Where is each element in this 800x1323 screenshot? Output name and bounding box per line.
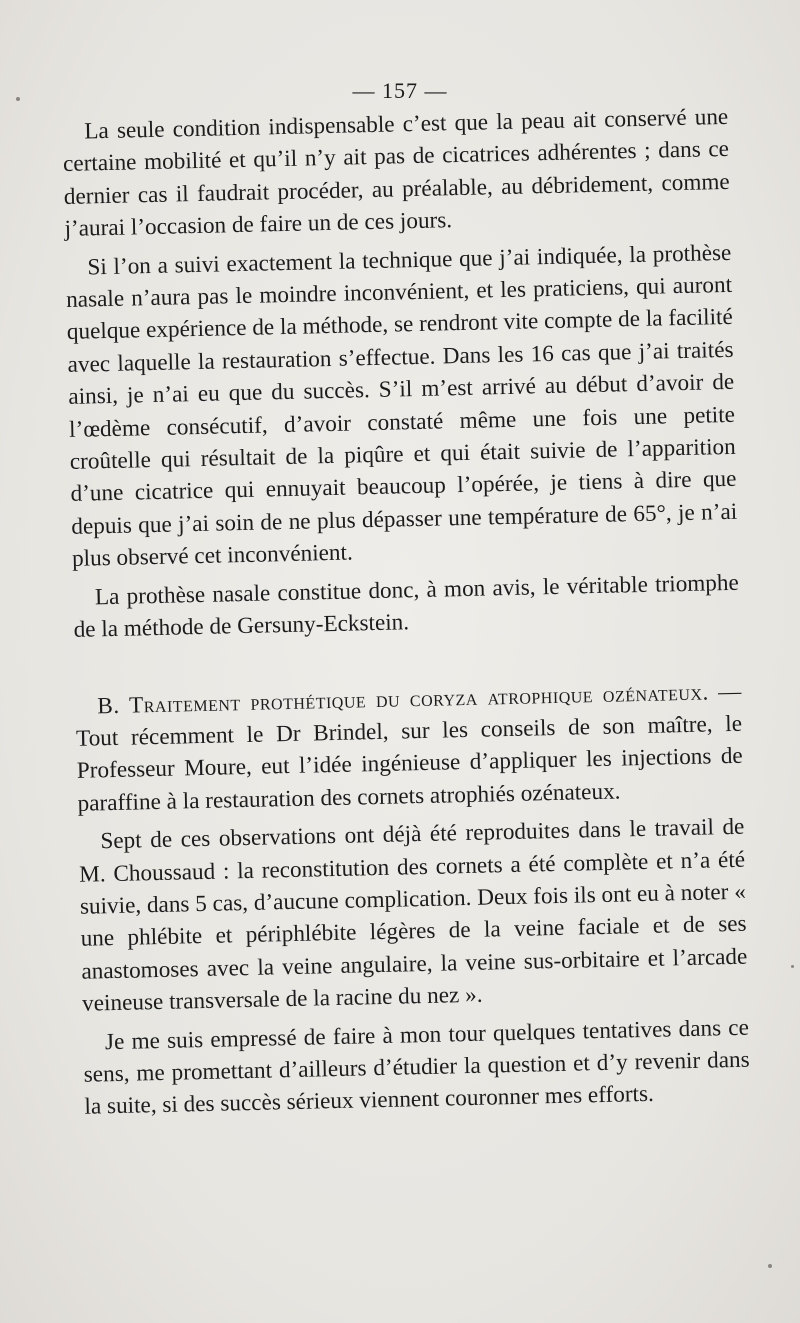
paper-speck — [16, 97, 20, 101]
paper-speck — [791, 965, 794, 968]
section-b-text: — Tout récemment le Dr Brindel, sur les conseils de son maître, le Professeur Moure, eut l’idée ingénieuse d’appliquer les injections de paraffine à la restauration des cornets atrophiés ozénateux. — [75, 678, 743, 817]
page-number: — 157 — — [352, 78, 448, 103]
paragraph-6: Je me suis empressé de faire à mon tour quelques tentatives dans ce sens, me promettant d’ailleurs d’étudier la question et d’y revenir dans la suite, si des succès sérieux viennent couronner mes efforts. — [83, 1014, 750, 1121]
paragraph-2: Si l’on a suivi exactement la technique que j’ai indiquée, la prothèse nasale n’aura pas le moindre inconvénient, et les praticiens, qui auront quelque expérience de la méthode, se rendront vite compte de la facilité avec laquelle la restauration s’effectue. Dans les 16 cas que j’ai traités ainsi, je n’ai eu que du succès. S’il m’est arrivé au début d’avoir de l’œdème consécutif, d’avoir constaté même une fois une petite croûtelle qui résultait de la piqûre et qui était suivie de l’apparition d’une cicatrice qui ennuyait beaucoup l’opérée, je tiens à dire que depuis que j’ai soin de ne plus dépasser une température de 65°, je n’ai plus observé cet inconvénient. — [65, 239, 738, 573]
paper-speck — [768, 1264, 772, 1268]
paragraph-1: La seule condition indispensable c’est que la peau ait conservé une certaine mobilité et qu’il n’y ait pas de cicatrices adhérentes ; dans ce dernier cas il faudrait procéder, au préalable, au débridement, comme j’aurai l’occasion de faire un de ces jours. — [62, 103, 730, 243]
body-text — [62, 101, 751, 1124]
paragraph-3: La prothèse nasale constitue donc, à mon avis, le véritable triomphe de la méthode de Gersuny-Eckstein. — [73, 569, 740, 643]
section-b-paragraph — [75, 675, 744, 820]
section-b-heading: B. Traitement prothétique du coryza atrophique ozénateux. — [97, 678, 710, 719]
paragraph-5: Sept de ces observations ont déjà été reproduites dans le travail de M. Choussaud : la reconstitution des cornets a été complète et n’a été suivie, dans 5 cas, d’aucune complication. Deux fois ils ont eu à noter « une phlébite et périphlébite légères de la veine faciale et de ses anastomoses avec la veine angulaire, la veine sus-orbitaire et l’arcade veineuse transversale de la racine du nez ». — [78, 813, 748, 1017]
